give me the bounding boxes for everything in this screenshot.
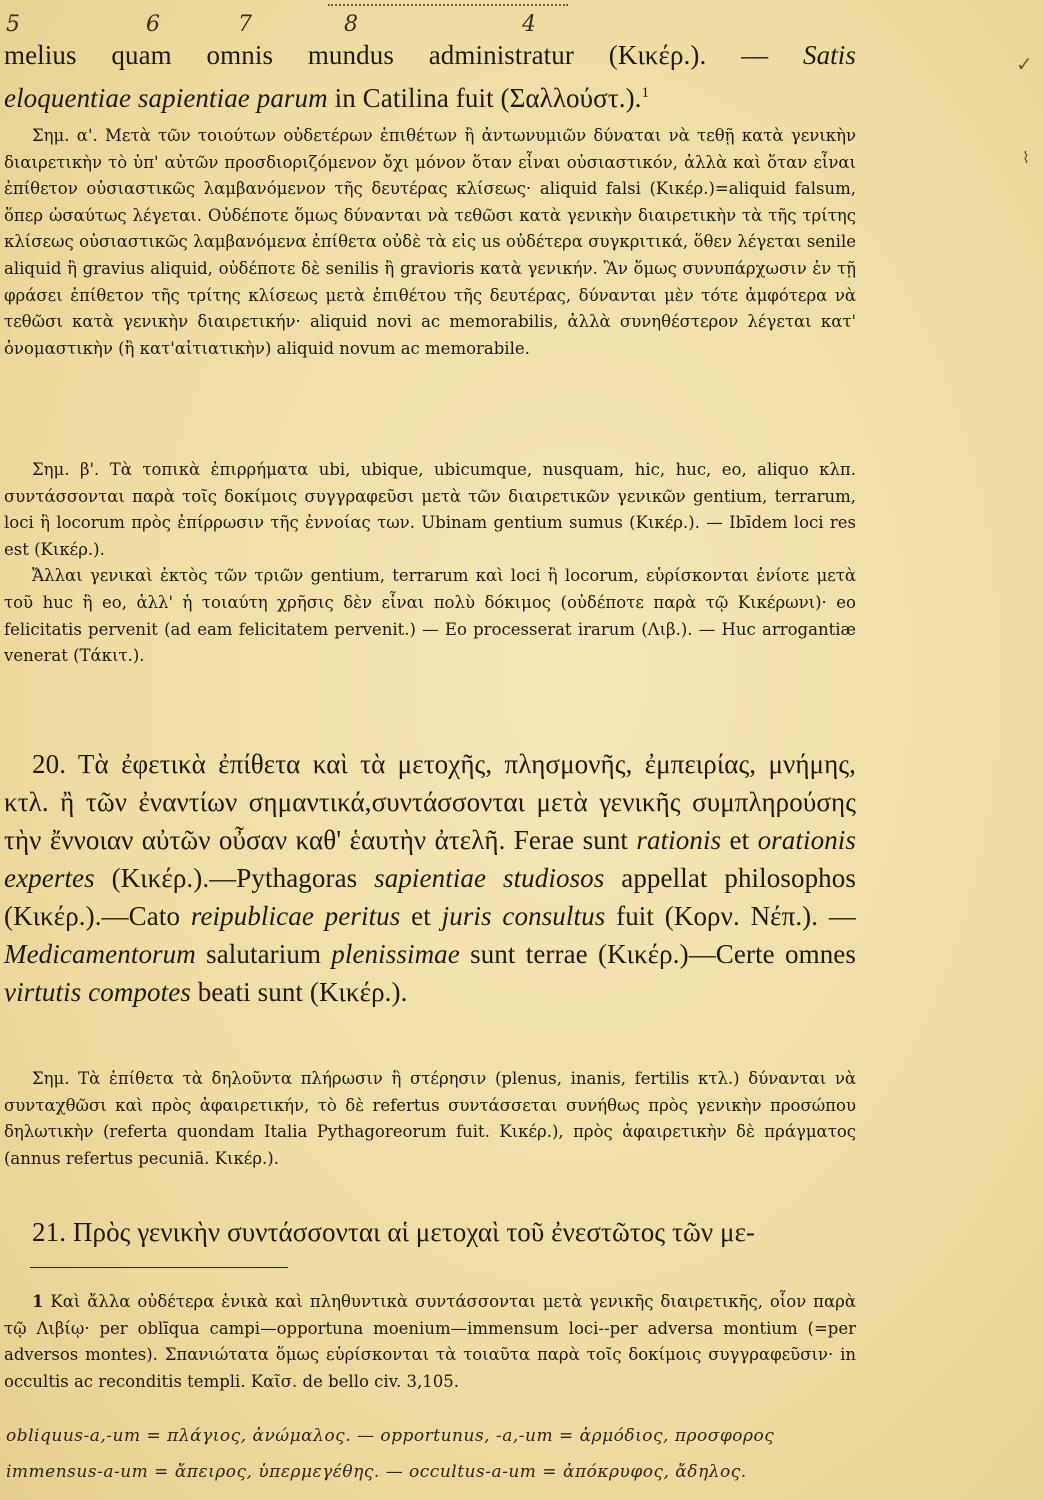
handwritten-mark-4: 4	[522, 12, 536, 37]
footnote-ref: 1	[641, 85, 650, 101]
section-21-text: 21. Πρὸς γενικὴν συντάσσονται αἱ μετοχαὶ τοῦ ἐνεστῶτος τῶν με-	[32, 1217, 756, 1247]
section-20-text: 20. Τὰ ἐφετικὰ ἐπίθετα καὶ τὰ μετοχῆς, πλησμονῆς, ἐμπειρίας, μνήμης, κτλ. ἢ τῶν ἐναντίων σημαντικά,συντάσσονται μετὰ γενικῆς συμπληρούσης τὴν ἔννοιαν αὐτῶν οὖσαν καθ' ἑαυτὴν ἀτελῆ. Ferae sunt rationis et orationis expertes (Κικέρ.).—Pythagoras sapientiae studiosos appellat philosophos (Κικέρ.).—Cato reipublicae peritus et juris consultus fuit (Κορν. Νέπ.). — Medicamentorum salutarium plenissimae sunt terrae (Κικέρ.)—Certe omnes virtutis compotes beati sunt (Κικέρ.).	[4, 749, 856, 1007]
section-number: 21.	[32, 1217, 67, 1247]
handwritten-mark-6: 6	[146, 12, 160, 37]
footnote	[4, 1289, 856, 1395]
footnote-number: 1	[32, 1292, 44, 1311]
note-alpha: Σημ. α'. Μετὰ τῶν τοιούτων οὐδετέρων ἐπιθέτων ἢ ἀντωνυμιῶν δύναται νὰ τεθῇ κατὰ γενικὴν διαιρετικὴν τὸ ὑπ' αὐτῶν προσδιοριζόμενον ὄχι μόνον ὅταν εἶναι οὐσιαστικόν, ἀλλὰ καὶ ὅταν εἶναι ἐπίθετον οὐσιαστικῶς λαμβανόμενον τῆς δευτέρας κλίσεως· aliquid falsi (Κικέρ.)=aliquid falsum, ὅπερ ὡσαύτως λέγεται. Οὐδέποτε ὅμως δύνανται νὰ τεθῶσι κατὰ γενικὴν διαιρετικὴν τὰ τῆς τρίτης κλίσεως οὐσιαστικῶς λαμβανόμενα ἐπίθετα οὐδὲ τὰ εἰς us οὐδέτερα συγκριτικά, ὅθεν λέγεται senile aliquid ἢ gravius aliquid, οὐδέποτε δὲ senilis ἢ gravioris κατὰ γενικήν. Ἂν ὅμως συνυπάρχωσιν ἐν τῇ φράσει ἐπίθετον τῆς τρίτης κλίσεως μετὰ ἐπιθέτου τῆς δευτέρας, δύνανται μὲν τότε ἀμφότερα νὰ τεθῶσι κατὰ γενικὴν διαιρετικήν· aliquid novi ac memorabilis, ἀλλὰ συνηθέστερον λέγεται κατ' ὀνομαστικὴν (ἢ κατ'αἰτιατικὴν) aliquid novum ac memorabile.	[4, 126, 856, 358]
section-number: 20.	[32, 749, 67, 779]
section-20	[4, 745, 856, 1011]
footnote-rule	[30, 1267, 288, 1268]
intro-line-2: eloquentiae sapientiae parum in Catilina fuit (Σαλλούστ.).$^1$	[4, 83, 650, 113]
note-beta: Σημ. β'. Τὰ τοπικὰ ἐπιρρήματα ubi, ubique, ubicumque, nusquam, hic, huc, eo, aliquo κλπ. συντάσσονται παρὰ τοῖς δοκίμοις συγγραφεῦσι μετὰ τῶν διαιρετικῶν γενικῶν gentium, terrarum, loci ἢ locorum πρὸς ἐπίρρωσιν τῆς ἐννοίας των. Ubinam gentium sumus (Κικέρ.). — Ibīdem loci res est (Κικέρ.). Ἄλλαι γενικαὶ ἐκτὸς τῶν τριῶν gentium, terrarum καὶ loci ἢ locorum, εὑρίσκονται ἐνίοτε μετὰ τοῦ huc ἢ eo, ἀλλ' ἡ τοιαύτη χρῆσις δὲν εἶναι πολὺ δόκιμος (οὐδέποτε παρὰ τῷ Κικέρωνι)· eo felicitatis pervenit (ad eam felicitatem pervenit.) — Eo processerat irarum (Λιβ.). — Huc arrogantiæ venerat (Τάκιτ.).	[4, 460, 856, 666]
handwritten-mark-5: 5	[6, 12, 20, 37]
note-gamma: Σημ. Τὰ ἐπίθετα τὰ δηλοῦντα πλήρωσιν ἢ στέρησιν (plenus, inanis, fertilis κτλ.) δύνανται νὰ συνταχθῶσι καὶ πρὸς ἀφαιρετικήν, τὸ δὲ refertus συντάσσεται συνήθως πρὸς γενικὴν προσώπου δηλωτικὴν (referta quondam Italia Pythagoreorum fuit. Κικέρ.), πρὸς ἀφαιρετικὴν δὲ πράγματος (annus refertus pecuniā. Κικέρ.).	[4, 1069, 856, 1168]
handwritten-gloss-line-2: immensus-a-um = ἄπειρος, ὑπερμεγέθης. — occultus-a-um = ἀπόκρυφος, ἄδηλος.	[6, 1462, 747, 1482]
handwritten-mark-8: 8	[344, 12, 358, 37]
intro-line-1: melius quam omnis mundus administratur (Κικέρ.). — Satis	[4, 40, 856, 70]
margin-check-mark: ✓	[1016, 52, 1033, 76]
top-dotted-rule	[328, 4, 568, 6]
handwritten-gloss-line-1: obliquus-a,-um = πλάγιος, ἀνώμαλος. — opportunus, -a,-um = ἁρμόδιος, προσφορος	[6, 1426, 775, 1446]
section-21	[4, 1213, 856, 1251]
footnote-text: 1 Καὶ ἄλλα οὐδέτερα ἑνικὰ καὶ πληθυντικὰ συντάσσονται μετὰ γενικῆς διαιρετικῆς, οἷον παρὰ τῷ Λιβίῳ· per oblīqua campi—opportuna moenium—immensum loci--per adversa montium (=per adversos montes). Σπανιώτατα ὅμως εὑρίσκονται τὰ τοιαῦτα παρὰ τοῖς δοκίμοις συγγραφεῦσιν· in occultis ac reconditis templi. Καῖσ. de bello civ. 3,105.	[4, 1292, 856, 1391]
margin-scribble: ⌇	[1022, 148, 1030, 167]
intro-paragraph	[4, 36, 856, 117]
handwritten-mark-7: 7	[238, 12, 252, 37]
